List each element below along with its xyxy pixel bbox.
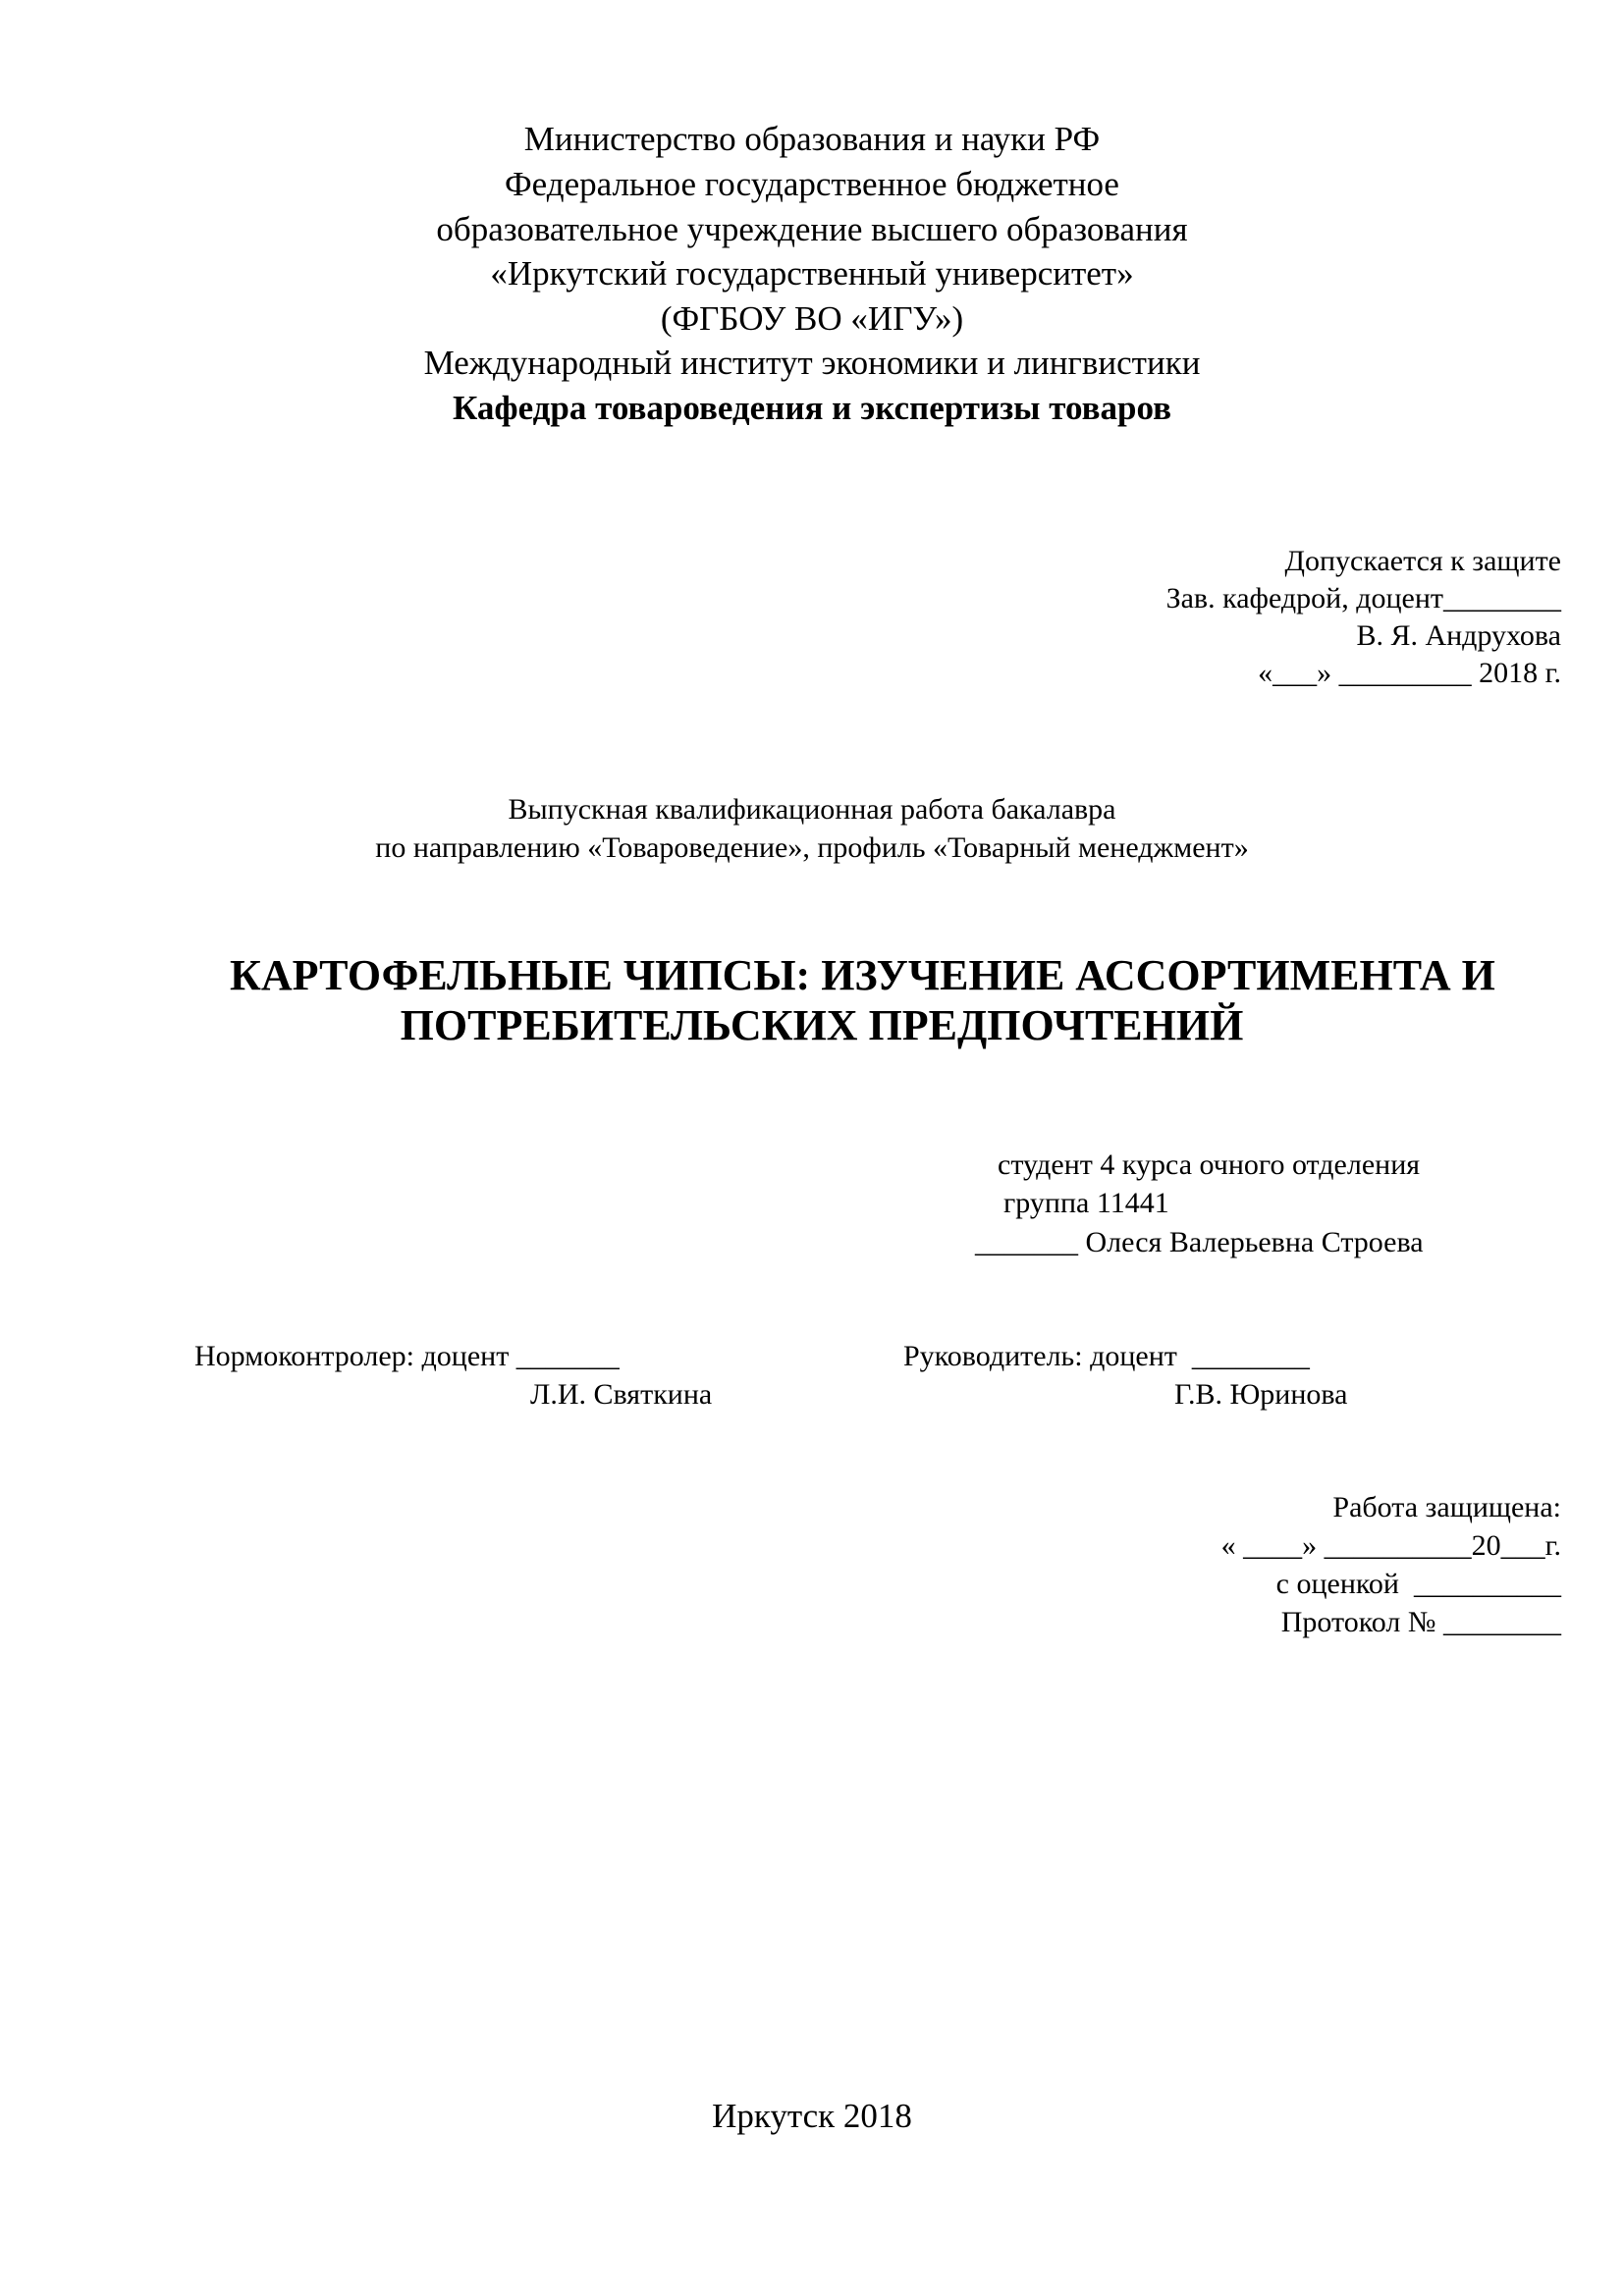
defense-line-1: Работа защищена: bbox=[1332, 1491, 1561, 1523]
supervisor-label: Руководитель: доцент ________ bbox=[903, 1340, 1310, 1372]
normcontrol-name: Л.И. Святкина bbox=[530, 1378, 713, 1411]
work-type-line-1: Выпускная квалификационная работа бакалавра bbox=[508, 793, 1116, 826]
defense-grade: с оценкой __________ bbox=[1275, 1568, 1561, 1600]
admission-line-1: Допускается к защите bbox=[1284, 545, 1561, 577]
defense-protocol: Протокол № ________ bbox=[1280, 1606, 1561, 1638]
student-course: студент 4 курса очного отделения bbox=[998, 1148, 1421, 1181]
institution-type-line-2: образовательное учреждение высшего образования bbox=[436, 210, 1188, 248]
institution-type-line: Федеральное государственное бюджетное bbox=[505, 165, 1119, 203]
university-abbr: (ФГБОУ ВО «ИГУ») bbox=[660, 299, 964, 338]
student-group: группа 11441 bbox=[1003, 1187, 1169, 1219]
admission-head-name: В. Я. Андрухова bbox=[1356, 619, 1561, 652]
supervisor-name: Г.В. Юринова bbox=[1174, 1378, 1348, 1411]
admission-date: «___» _________ 2018 г. bbox=[1258, 657, 1561, 689]
admission-line-2: Зав. кафедрой, доцент________ bbox=[1165, 582, 1561, 614]
university-name: «Иркутский государственный университет» bbox=[490, 254, 1134, 293]
thesis-title-line-1: КАРТОФЕЛЬНЫЕ ЧИПСЫ: ИЗУЧЕНИЕ АССОРТИМЕНТА И bbox=[230, 951, 1495, 999]
city-year: Иркутск 2018 bbox=[712, 2097, 912, 2135]
normcontrol-label: Нормоконтролер: доцент _______ bbox=[194, 1340, 620, 1372]
thesis-title-line-2: ПОТРЕБИТЕЛЬСКИХ ПРЕДПОЧТЕНИЙ bbox=[400, 1001, 1244, 1049]
ministry-line: Министерство образования и науки РФ bbox=[523, 120, 1101, 158]
work-type-line-2: по направлению «Товароведение», профиль «Товарный менеджмент» bbox=[375, 831, 1249, 864]
student-name: _______ Олеся Валерьевна Строева bbox=[975, 1226, 1424, 1258]
defense-date: « ____» __________20___г. bbox=[1220, 1529, 1561, 1562]
institute-name: Международный институт экономики и лингвистики bbox=[423, 344, 1201, 382]
department-name: Кафедра товароведения и экспертизы товаров bbox=[452, 389, 1172, 427]
